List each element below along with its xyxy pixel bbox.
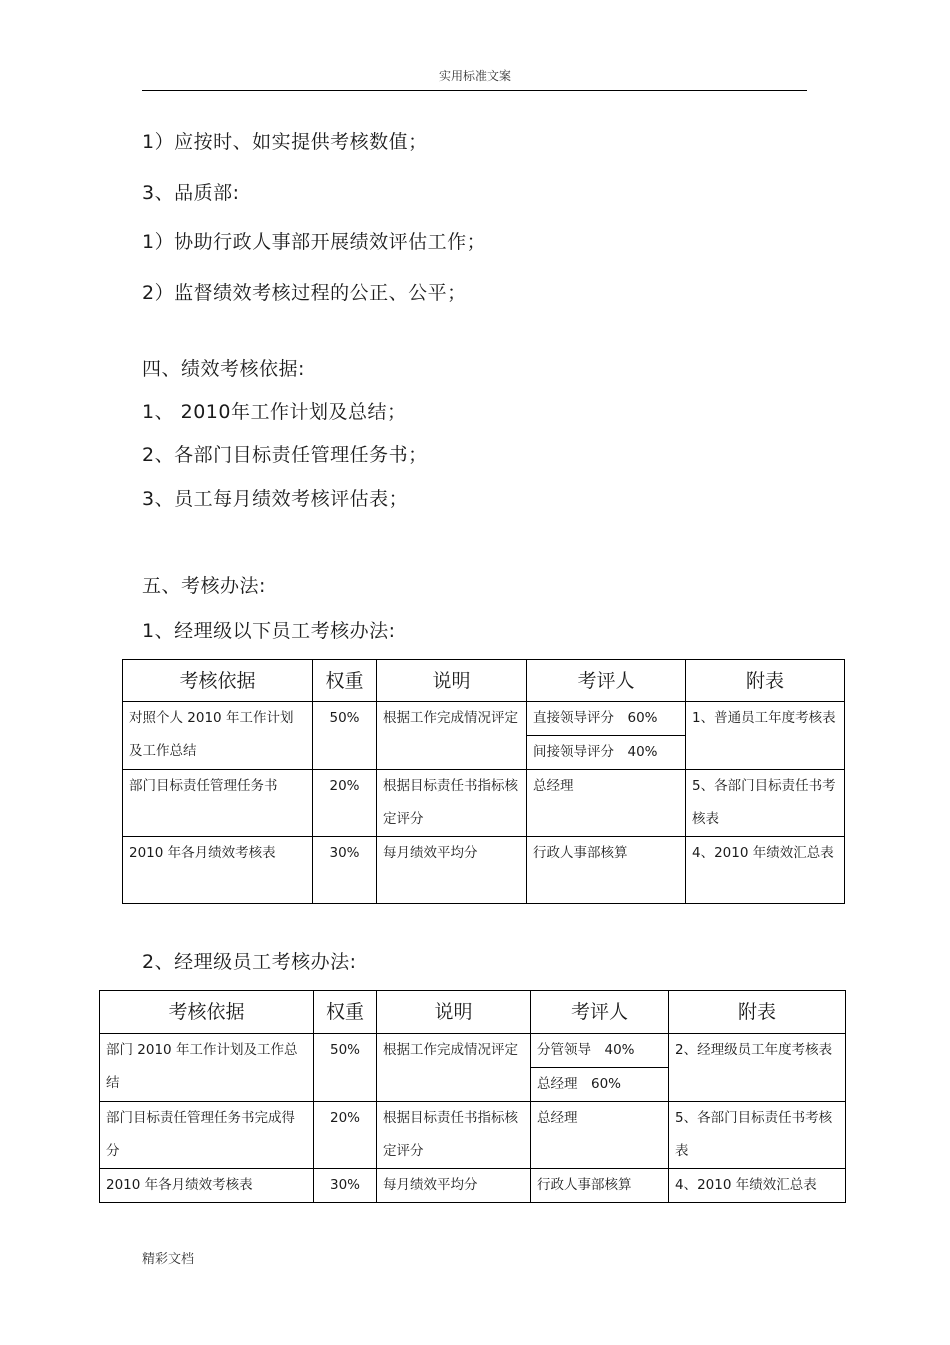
cell-attachment: 5、各部门目标责任书考核表 bbox=[686, 770, 845, 837]
cell-basis: 部门 2010 年工作计划及工作总结 bbox=[100, 1034, 314, 1102]
table-header-row bbox=[100, 991, 846, 1034]
cell-basis: 2010 年各月绩效考核表 bbox=[123, 837, 313, 904]
section-heading: 四、绩效考核依据: bbox=[142, 358, 305, 380]
cell-evaluator: 总经理 bbox=[527, 770, 686, 837]
cell-basis: 2010 年各月绩效考核表 bbox=[100, 1169, 314, 1203]
header-basis: 考核依据 bbox=[100, 991, 314, 1034]
text-line: 2、各部门目标责任管理任务书； bbox=[142, 444, 428, 466]
cell-evaluator: 总经理 60% bbox=[531, 1068, 669, 1102]
page-header: 实用标准文案 bbox=[438, 69, 511, 83]
text-line: 1）协助行政人事部开展绩效评估工作； bbox=[142, 231, 487, 253]
cell-weight: 50% bbox=[314, 1034, 377, 1102]
cell-attachment: 4、2010 年绩效汇总表 bbox=[686, 837, 845, 904]
text-line: 1、 2010年工作计划及总结； bbox=[142, 401, 407, 423]
table-header-row bbox=[123, 660, 845, 702]
table-row bbox=[100, 1034, 846, 1068]
header-weight: 权重 bbox=[313, 660, 377, 702]
cell-weight: 30% bbox=[313, 837, 377, 904]
header-attachment: 附表 bbox=[669, 991, 846, 1034]
text-line: 3、员工每月绩效考核评估表； bbox=[142, 488, 409, 510]
cell-evaluator: 行政人事部核算 bbox=[531, 1169, 669, 1203]
assessment-table-managers bbox=[99, 990, 846, 1203]
header-evaluator: 考评人 bbox=[531, 991, 669, 1034]
header-description: 说明 bbox=[377, 991, 531, 1034]
cell-basis: 部门目标责任管理任务书完成得分 bbox=[100, 1102, 314, 1169]
cell-evaluator: 行政人事部核算 bbox=[527, 837, 686, 904]
text-line: 1）应按时、如实提供考核数值； bbox=[142, 131, 428, 153]
header-attachment: 附表 bbox=[686, 660, 845, 702]
table-row bbox=[123, 770, 845, 837]
header-description: 说明 bbox=[377, 660, 527, 702]
table-row bbox=[123, 837, 845, 904]
cell-weight: 30% bbox=[314, 1169, 377, 1203]
cell-description: 每月绩效平均分 bbox=[377, 837, 527, 904]
header-rule bbox=[142, 90, 807, 91]
subsection-heading: 2、经理级员工考核办法: bbox=[142, 951, 357, 973]
cell-evaluator: 间接领导评分 40% bbox=[527, 736, 686, 770]
cell-attachment: 1、普通员工年度考核表 bbox=[686, 702, 845, 770]
cell-description: 根据目标责任书指标核定评分 bbox=[377, 770, 527, 837]
cell-description: 根据工作完成情况评定 bbox=[377, 1034, 531, 1102]
section-heading: 五、考核办法: bbox=[142, 575, 266, 597]
cell-basis: 部门目标责任管理任务书 bbox=[123, 770, 313, 837]
subsection-heading: 1、经理级以下员工考核办法: bbox=[142, 620, 396, 642]
header-weight: 权重 bbox=[314, 991, 377, 1034]
text-line: 2）监督绩效考核过程的公正、公平； bbox=[142, 282, 467, 304]
page-footer: 精彩文档 bbox=[142, 1252, 195, 1267]
cell-attachment: 2、经理级员工年度考核表 bbox=[669, 1034, 846, 1102]
section-heading: 3、品质部: bbox=[142, 182, 240, 204]
cell-description: 每月绩效平均分 bbox=[377, 1169, 531, 1203]
assessment-table-staff bbox=[122, 659, 845, 904]
table-row bbox=[123, 702, 845, 736]
cell-weight: 20% bbox=[314, 1102, 377, 1169]
cell-description: 根据目标责任书指标核定评分 bbox=[377, 1102, 531, 1169]
header-basis: 考核依据 bbox=[123, 660, 313, 702]
cell-attachment: 5、各部门目标责任书考核表 bbox=[669, 1102, 846, 1169]
cell-weight: 50% bbox=[313, 702, 377, 770]
table-row bbox=[100, 1169, 846, 1203]
cell-evaluator: 直接领导评分 60% bbox=[527, 702, 686, 736]
cell-evaluator: 总经理 bbox=[531, 1102, 669, 1169]
cell-attachment: 4、2010 年绩效汇总表 bbox=[669, 1169, 846, 1203]
cell-description: 根据工作完成情况评定 bbox=[377, 702, 527, 770]
header-evaluator: 考评人 bbox=[527, 660, 686, 702]
cell-basis: 对照个人 2010 年工作计划及工作总结 bbox=[123, 702, 313, 770]
table-row bbox=[100, 1102, 846, 1169]
cell-evaluator: 分管领导 40% bbox=[531, 1034, 669, 1068]
cell-weight: 20% bbox=[313, 770, 377, 837]
